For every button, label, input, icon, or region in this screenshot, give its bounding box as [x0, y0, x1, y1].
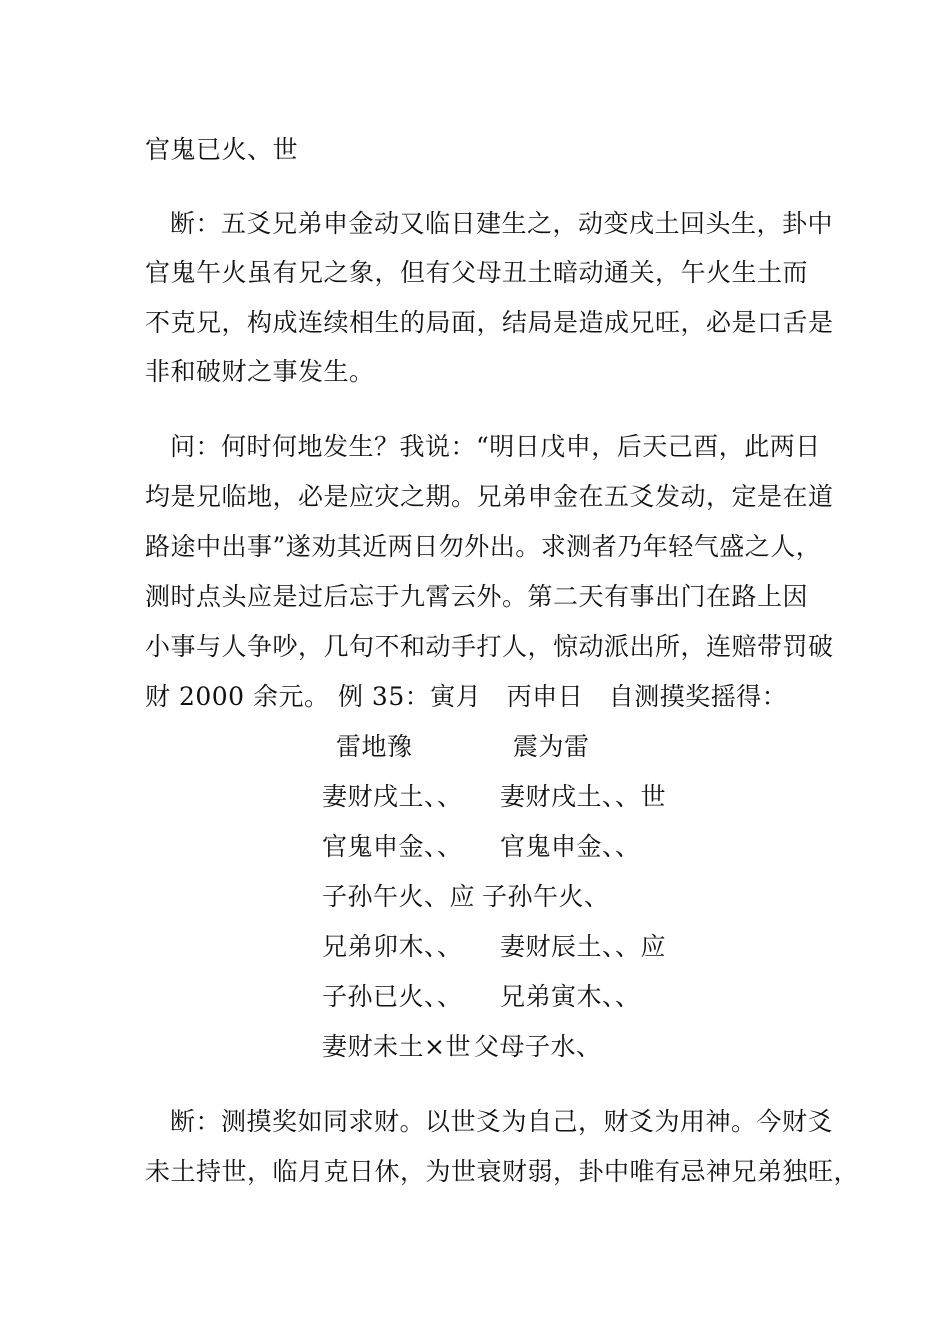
paragraph-3-line-2: 未土持世，临月克日休，为世衰财弱，卦中唯有忌神兄弟独旺， — [145, 1157, 860, 1186]
paragraph-1-line-2: 官鬼午火虽有兄之象，但有父母丑土暗动通关，午火生土而 — [145, 258, 809, 287]
hexagram-left-line: 妻财戌土、、 — [322, 782, 463, 811]
hexagram-left-line: 子孙午火、应 — [322, 882, 476, 911]
hexagram-left-line: 妻财未土×世 — [322, 1032, 471, 1061]
hexagram-right-line: 妻财戌土、、世 — [500, 782, 667, 811]
hexagram-left-title: 雷地豫 — [336, 732, 413, 761]
hexagram-left-line: 兄弟卯木、、 — [322, 932, 463, 961]
hexagram-right-title: 震为雷 — [513, 732, 590, 761]
hexagram-left-line: 子孙已火、、 — [322, 982, 463, 1011]
hexagram-right-line: 父母子水、 — [474, 1032, 602, 1061]
paragraph-2-line-4: 测时点头应是过后忘于九霄云外。第二天有事出门在路上因 — [145, 582, 809, 611]
paragraph-2-line-6: 财 2000 余元。 例 35：寅月 丙申日 自测摸奖摇得： — [145, 682, 788, 711]
paragraph-1-line-1: 断：五爻兄弟申金动又临日建生之，动变戌土回头生，卦中 — [170, 209, 834, 238]
paragraph-2-line-1: 问：何时何地发生？我说：“明日戊申，后天己酉，此两日 — [170, 432, 821, 461]
paragraph-3-line-1: 断：测摸奖如同求财。以世爻为自己，财爻为用神。今财爻 — [170, 1107, 834, 1136]
paragraph-1-line-4: 非和破财之事发生。 — [145, 357, 375, 386]
paragraph-2-line-2: 均是兄临地，必是应灾之期。兄弟申金在五爻发动，定是在道 — [145, 482, 834, 511]
hexagram-right-line: 官鬼申金、、 — [500, 832, 641, 861]
hexagram-left-line: 官鬼申金、、 — [322, 832, 463, 861]
paragraph-1-line-3: 不克兄，构成连续相生的局面，结局是造成兄旺，必是口舌是 — [145, 308, 834, 337]
text-line: 官鬼已火、世 — [145, 135, 299, 164]
paragraph-2-line-3: 路途中出事”遂劝其近两日勿外出。求测者乃年轻气盛之人， — [145, 532, 822, 561]
hexagram-right-line: 子孙午火、 — [482, 882, 610, 911]
hexagram-right-line: 兄弟寅木、、 — [500, 982, 641, 1011]
paragraph-2-line-5: 小事与人争吵，几句不和动手打人，惊动派出所，连赔带罚破 — [145, 632, 834, 661]
hexagram-right-line: 妻财辰土、、应 — [500, 932, 667, 961]
